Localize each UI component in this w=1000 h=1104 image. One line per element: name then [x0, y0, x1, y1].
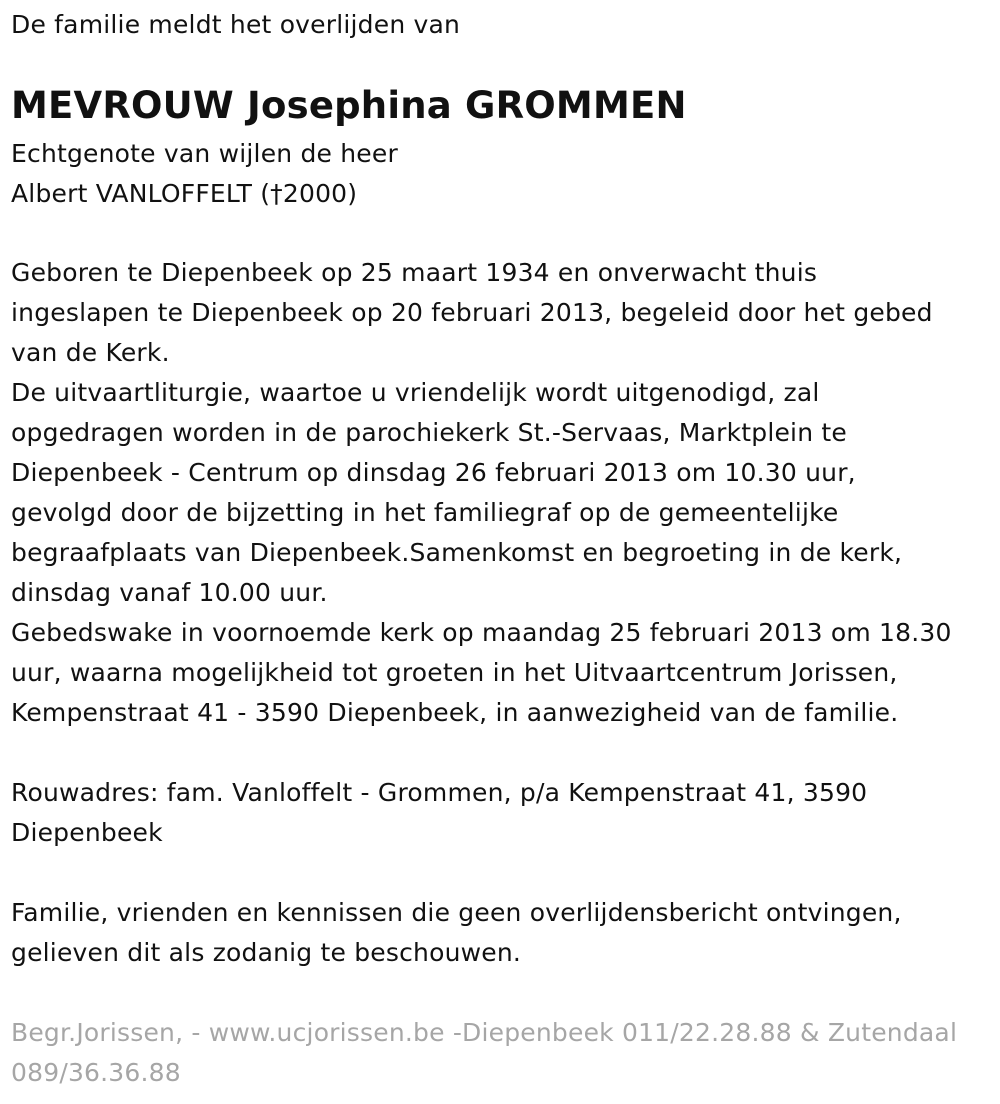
mourning-address [11, 773, 867, 853]
body-line: Diepenbeek - Centrum op dinsdag 26 februari 2013 om 10.30 uur, [11, 458, 856, 487]
body-line: ingeslapen te Diepenbeek op 20 februari 2013, begeleid door het gebed [11, 298, 933, 327]
notice-line: Familie, vrienden en kennissen die geen overlijdensbericht ontvingen, [11, 898, 902, 927]
obituary-body [11, 253, 952, 733]
notice-line: gelieven dit als zodanig te beschouwen. [11, 938, 522, 967]
body-line: De uitvaartliturgie, waartoe u vriendelijk wordt uitgenodigd, zal [11, 378, 820, 407]
funeral-home-footer [11, 1013, 957, 1093]
body-line: Kempenstraat 41 - 3590 Diepenbeek, in aanwezigheid van de familie. [11, 698, 899, 727]
spouse-info [11, 134, 398, 214]
spouse-line: Echtgenote van wijlen de heer [11, 139, 398, 168]
family-notice [11, 893, 902, 973]
body-line: Geboren te Diepenbeek op 25 maart 1934 en onverwacht thuis [11, 258, 818, 287]
body-line: gevolgd door de bijzetting in het familiegraf op de gemeentelijke [11, 498, 839, 527]
deceased-name: MEVROUW Josephina GROMMEN [11, 84, 687, 127]
address-line: Rouwadres: fam. Vanloffelt - Grommen, p/a Kempenstraat 41, 3590 [11, 778, 868, 807]
address-line: Diepenbeek [11, 818, 163, 847]
intro-text: De familie meldt het overlijden van [11, 10, 461, 39]
body-line: uur, waarna mogelijkheid tot groeten in het Uitvaartcentrum Jorissen, [11, 658, 898, 687]
body-line: opgedragen worden in de parochiekerk St.-Servaas, Marktplein te [11, 418, 847, 447]
footer-line: Begr.Jorissen, - www.ucjorissen.be -Diepenbeek 011/22.28.88 & Zutendaal [11, 1018, 958, 1047]
spouse-name-line: Albert VANLOFFELT (†2000) [11, 179, 358, 208]
footer-line: 089/36.36.88 [11, 1058, 181, 1087]
body-line: dinsdag vanaf 10.00 uur. [11, 578, 328, 607]
body-line: van de Kerk. [11, 338, 170, 367]
body-line: begraafplaats van Diepenbeek.Samenkomst en begroeting in de kerk, [11, 538, 903, 567]
body-line: Gebedswake in voornoemde kerk op maandag 25 februari 2013 om 18.30 [11, 618, 952, 647]
